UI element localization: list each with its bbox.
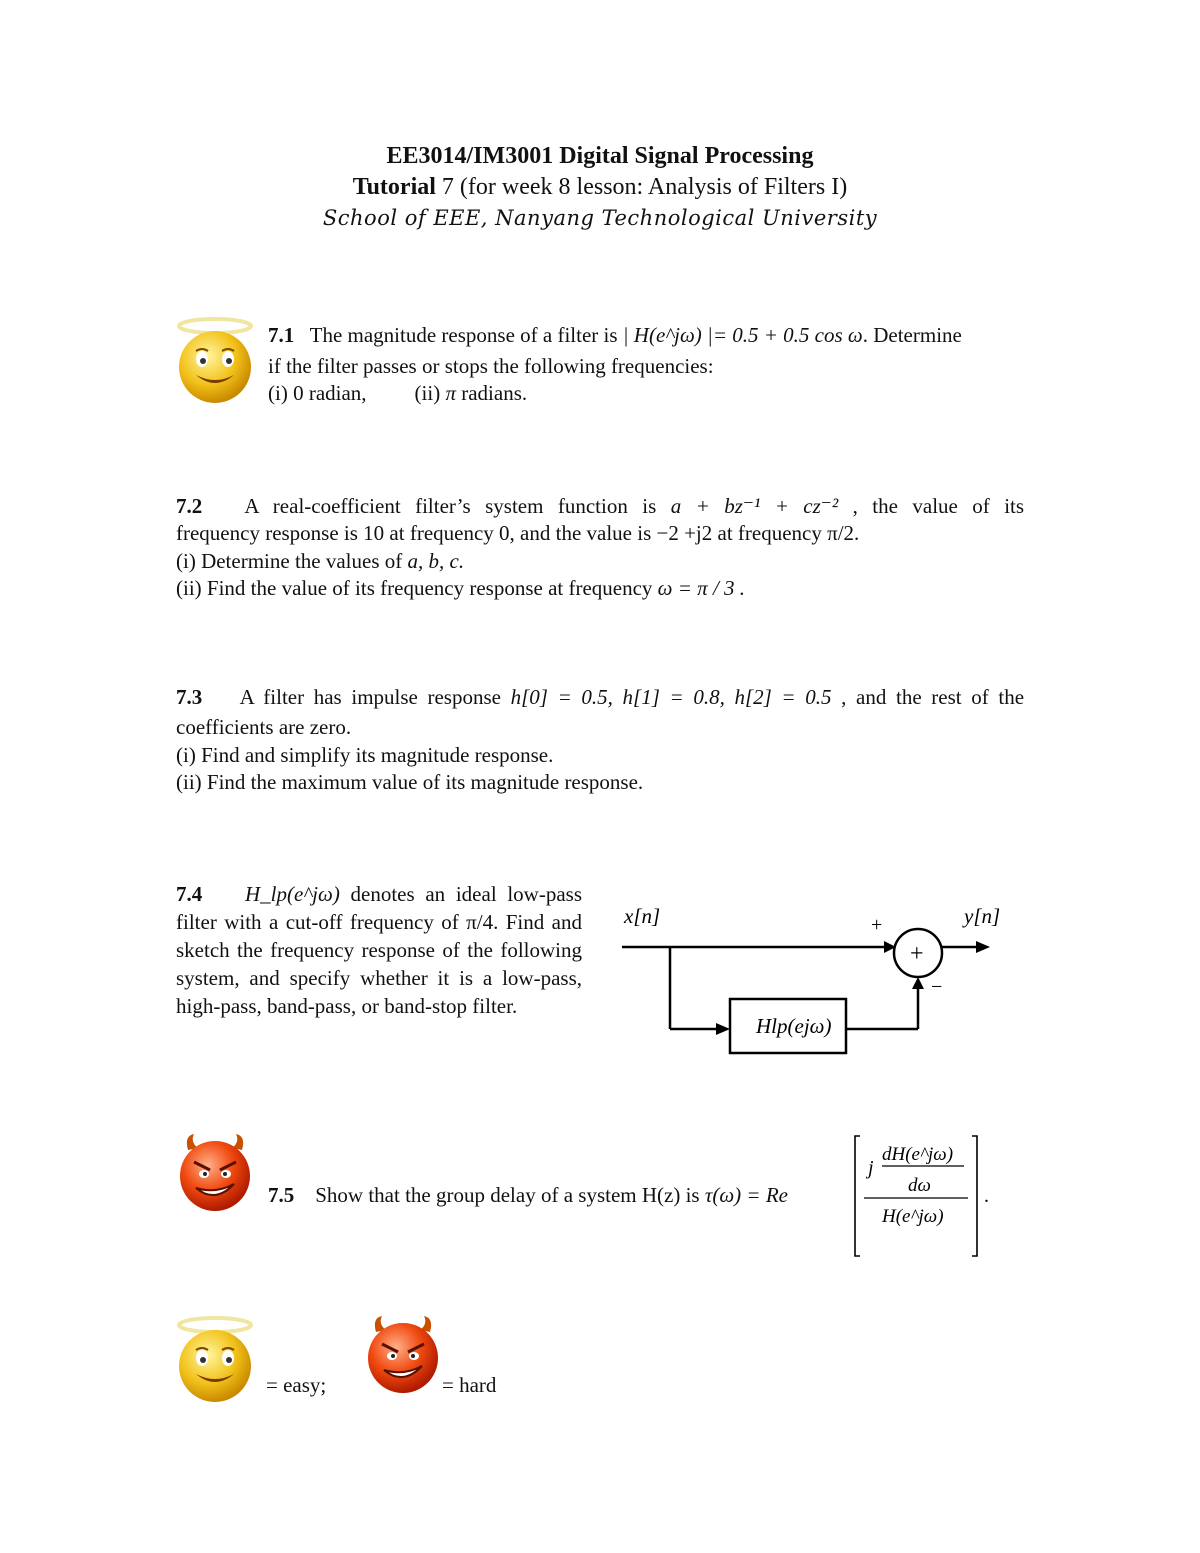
diagram-return-arrow [912,977,924,989]
q71-line2: if the filter passes or stops the following frequencies: [268,354,714,378]
diagram-output-arrow [976,941,990,953]
formula-left-bracket [855,1136,860,1256]
diagram-minus-sign: − [931,976,943,998]
diagram-adder-sign: + [910,941,924,967]
document-title: EE3014/IM3001 Digital Signal Processing [386,143,814,169]
q73-line3: (i) Find and simplify its magnitude response. [176,743,554,767]
q72-text-b: , the value of its [852,494,1025,518]
formula-j: j [868,1157,874,1179]
q74-block-diagram [610,895,1010,1065]
q73-text-a: A filter has impulse response [239,685,501,709]
q71-line1 [268,322,962,349]
q75-lhs: τ(ω) = Re [704,1183,788,1207]
q74-paragraph [176,880,582,1020]
formula-numerator-top: dH(e^jω) [882,1144,954,1165]
legend-hard-label: = hard [442,1373,497,1397]
q72-expression: a + bz⁻¹ + cz⁻² [670,494,839,518]
q71-text-a: The magnitude response of a filter is [309,323,618,347]
q71-options [268,380,527,407]
q71-text-b: . Determine [862,323,962,347]
diagram-output-label: y[n] [964,904,1001,928]
legend-angel-icon [174,1314,256,1402]
q72-line3-text: (i) Determine the values of [176,549,403,573]
q71-pi: π [445,381,456,405]
q71-option-ii-rest: radians. [461,381,528,405]
q71-option-i: (i) 0 radian, [268,381,367,405]
q75-text: Show that the group delay of a system H(z) is [315,1183,700,1207]
formula-period: . [984,1185,989,1207]
q73-number: 7.3 [176,685,203,709]
q72-vars: a, b, c. [407,549,465,573]
q74-number: 7.4 [176,882,203,906]
q73-expression: h[0] = 0.5, h[1] = 0.8, h[2] = 0.5 [510,685,832,709]
q73-text-b: , and the rest of the [841,685,1025,709]
q71-option-ii: (ii) [414,381,441,405]
q72-omega-expr: ω = π / 3 . [657,576,746,600]
document-subtitle [0,174,1200,201]
q72-line4-text: (ii) Find the value of its frequency response at frequency [176,576,653,600]
diagram-input-label: x[n] [624,904,661,928]
q75-line [268,1182,788,1209]
diagram-branch-arrow [716,1023,730,1035]
q73-line4: (ii) Find the maximum value of its magnitude response. [176,770,644,794]
q74-text: denotes an ideal low-pass filter with a cut-off frequency of π/4. Find and sketch the frequency response of the following system, and specify whether it is a low-pass, high-pass, band-pass, or band-stop filter. [176,882,582,1018]
q75-formula [852,1132,1002,1260]
diagram-plus-sign: + [871,914,883,936]
formula-numerator-bottom: dω [908,1175,931,1196]
q73-line1 [176,684,1024,711]
formula-denominator: H(e^jω) [882,1206,944,1227]
q72-line2: frequency response is 10 at frequency 0, and the value is −2 +j2 at frequency π/2. [176,521,860,545]
angel-smiley-icon [174,315,256,403]
q71-expression: | H(e^jω) |= 0.5 + 0.5 cos ω [622,323,863,347]
legend-easy-label: = easy; [266,1373,327,1397]
devil-smiley-icon [176,1132,254,1212]
subtitle-rest: 7 (for week 8 lesson: Analysis of Filters I) [441,174,848,200]
diagram-filter-label: Hlp(ejω) [756,1014,832,1038]
formula-right-bracket [972,1136,977,1256]
q72-line1 [176,493,1024,520]
q72-number: 7.2 [176,494,203,518]
q74-symbol: H_lp(e^jω) [244,882,340,906]
legend-devil-icon [364,1314,442,1394]
q75-number: 7.5 [268,1183,295,1207]
q72-text-a: A real-coefficient filter’s system function is [244,494,657,518]
q73-line2: coefficients are zero. [176,715,352,739]
q72-line3 [176,548,464,575]
subtitle-bold: Tutorial [352,174,436,200]
q72-line4 [176,575,745,602]
q71-number: 7.1 [268,323,295,347]
school-name: School of EEE, Nanyang Technological University [322,206,878,230]
